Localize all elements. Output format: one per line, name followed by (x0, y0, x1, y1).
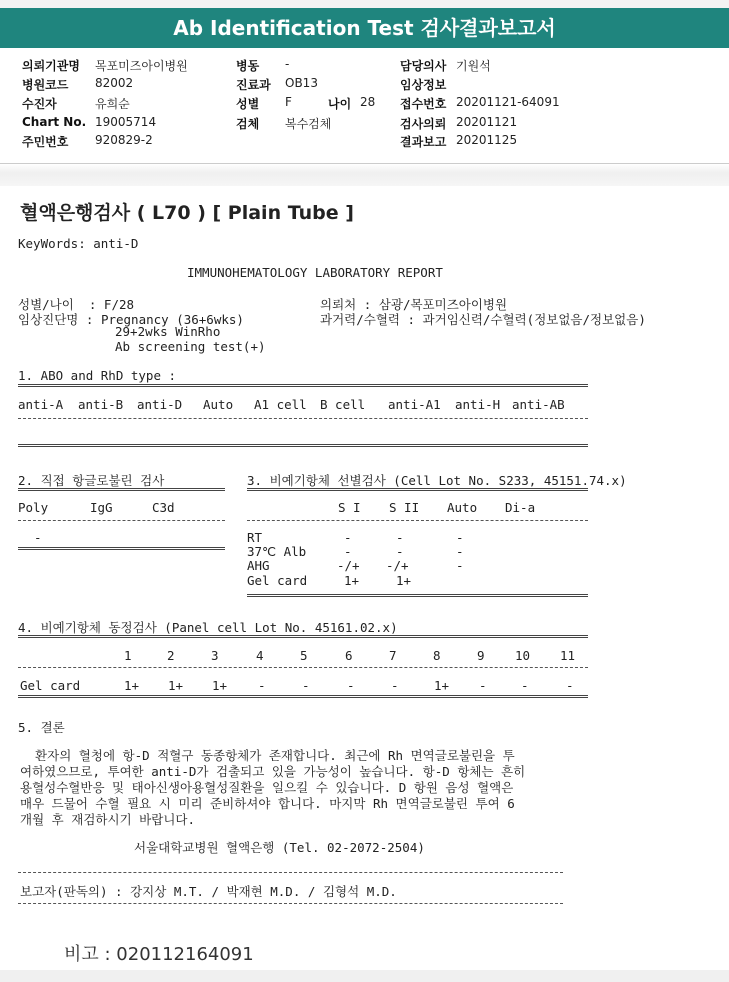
institution-value: 목포미즈아이병원 (95, 59, 188, 73)
diagnosis-line-2: 29+2wks WinRho (115, 324, 221, 339)
history-line: 과거력/수혈력 : 과거임신력/수혈력(정보없음/정보없음) (320, 312, 646, 327)
sec1-col: anti-AB (512, 397, 565, 412)
dept-label: 진료과 (236, 78, 271, 92)
hospital-code-label: 병원코드 (22, 78, 69, 92)
sec4-col: 2 (167, 648, 175, 663)
sec1-title: 1. ABO and RhD type : (18, 368, 177, 383)
sec3-cell: - (456, 544, 464, 559)
sec4-col: 7 (389, 648, 397, 663)
sec3-rule-mid (247, 520, 588, 521)
sec4-cell: 1+ (124, 678, 140, 693)
sec2-col: C3d (152, 500, 175, 515)
bottom-strip (0, 970, 729, 982)
sec3-rule-top (247, 488, 588, 491)
sec3-cell: - (456, 558, 464, 573)
sec4-row-label: Gel card (20, 678, 81, 693)
sec2-title: 2. 직접 항글로불린 검사 (18, 473, 165, 488)
sec2-rule-top (18, 488, 225, 491)
sec3-col: S I (338, 500, 361, 515)
request-value: 20201121 (456, 115, 518, 129)
report-section-title: 혈액은행검사 ( L70 ) [ Plain Tube ] (20, 202, 354, 224)
sec4-cell: - (479, 678, 487, 693)
sec3-cell: -/+ (386, 558, 409, 573)
lab-report-subtitle: IMMUNOHEMATOLOGY LABORATORY REPORT (187, 265, 443, 280)
sec1-rule-mid (18, 418, 588, 419)
sec4-cell: - (391, 678, 399, 693)
sec4-cell: - (521, 678, 529, 693)
conclusion-line: 여하였으므로, 투여한 anti-D가 검출되고 있을 가능성이 높습니다. 항-D 항체는 흔히 (20, 764, 526, 779)
remark: 비고 : 020112164091 (64, 944, 254, 965)
sec4-col: 11 (560, 648, 576, 663)
sec2-col: Poly (18, 500, 49, 515)
chart-value: 19005714 (95, 115, 157, 129)
sec4-rule-bottom (18, 695, 588, 698)
receipt-value: 20201121-64091 (456, 95, 560, 109)
sec4-col: 9 (477, 648, 485, 663)
sec4-col: 5 (300, 648, 308, 663)
referrer-line: 의뢰처 : 삼광/목포미즈아이병원 (320, 297, 508, 312)
sec3-title: 3. 비예기항체 선별검사 (Cell Lot No. S233, 45151.74.x) (247, 473, 627, 488)
sec1-col: anti-B (78, 397, 124, 412)
sec2-rule-mid (18, 520, 225, 521)
receipt-label: 접수번호 (400, 97, 447, 111)
sec1-col: anti-D (137, 397, 183, 412)
hospital-contact: 서울대학교병원 혈액은행 (Tel. 02-2072-2504) (134, 840, 425, 855)
ward-label: 병동 (236, 59, 260, 73)
id-value: 920829-2 (95, 133, 153, 147)
age-value: 28 (360, 95, 376, 109)
conclusion-line: 용혈성수혈반응 및 태아신생아용혈성질환을 일으킬 수 있습니다. D 항원 음성 혈액은 (20, 780, 514, 795)
doctor-value: 기원석 (456, 59, 491, 73)
specimen-value: 복수검체 (285, 117, 332, 131)
sex-value: F (285, 95, 292, 109)
conclusion-line: 환자의 혈청에 항-D 적혈구 동종항체가 존재합니다. 최근에 Rh 면역글로불린을 투 (20, 748, 515, 763)
sec1-col: anti-A1 (388, 397, 441, 412)
sec4-cell: - (566, 678, 574, 693)
sec3-cell: 1+ (396, 573, 412, 588)
sex-age-line: 성별/나이 : F/28 (18, 297, 135, 312)
sec4-rule-mid (18, 667, 588, 668)
sec4-col: 8 (433, 648, 441, 663)
sec3-row-label: RT (247, 530, 263, 545)
reporters: 보고자(판독의) : 강지상 M.T. / 박재현 M.D. / 김형석 M.D. (20, 884, 397, 899)
conclusion-line: 개월 후 재검하시기 바랍니다. (20, 812, 196, 827)
doctor-label: 담당의사 (400, 59, 447, 73)
ward-value: - (285, 57, 290, 71)
report-title-banner: Ab Identification Test 검사결과보고서 (0, 8, 729, 48)
sec5-title: 5. 결론 (18, 720, 65, 735)
keywords: KeyWords: anti-D (18, 236, 139, 251)
chart-label: Chart No. (22, 115, 87, 129)
sec4-col: 3 (211, 648, 219, 663)
conclusion-line: 매우 드물어 수혈 필요 시 미리 준비하셔야 합니다. 마지막 Rh 면역글로불린 투여 6 (20, 796, 515, 811)
sec3-cell: - (456, 530, 464, 545)
sec2-col: IgG (90, 500, 113, 515)
sec4-col: 1 (124, 648, 132, 663)
institution-label: 의뢰기관명 (22, 59, 80, 73)
top-strip (0, 0, 729, 8)
specimen-label: 검체 (236, 117, 260, 131)
sec4-cell: - (302, 678, 310, 693)
sec3-cell: - (396, 530, 404, 545)
sec4-cell: - (258, 678, 266, 693)
sec4-col: 4 (256, 648, 264, 663)
sec3-col: Di-a (505, 500, 536, 515)
sec3-col: Auto (447, 500, 478, 515)
patient-value: 유희순 (95, 97, 130, 111)
request-label: 검사의뢰 (400, 117, 447, 131)
id-label: 주민번호 (22, 135, 69, 149)
sec3-cell: 1+ (344, 573, 360, 588)
sec1-col: A1 cell (254, 397, 307, 412)
sec1-col: B cell (320, 397, 366, 412)
sec1-rule-top (18, 384, 588, 387)
sec4-cell: 1+ (212, 678, 228, 693)
sec3-rule-bottom (247, 594, 588, 597)
sec4-cell: - (347, 678, 355, 693)
sec4-cell: 1+ (168, 678, 184, 693)
sex-label: 성별 (236, 97, 260, 111)
sec4-title: 4. 비예기항체 동정검사 (Panel cell Lot No. 45161.02.x) (18, 620, 398, 635)
clinical-label: 임상정보 (400, 78, 447, 92)
section-divider-band (0, 163, 729, 186)
sec3-col: S II (389, 500, 420, 515)
dept-value: OB13 (285, 76, 318, 90)
diagnosis-line: 임상진단명 : Pregnancy (36+6wks) (18, 312, 244, 327)
sec3-row-label: Gel card (247, 573, 308, 588)
sec3-cell: - (344, 544, 352, 559)
sec1-rule-bottom (18, 444, 588, 447)
reporter-rule-top (18, 872, 563, 873)
sec4-col: 6 (345, 648, 353, 663)
sec3-cell: -/+ (337, 558, 360, 573)
sec4-rule-top (18, 635, 588, 638)
diagnosis-line-3: Ab screening test(+) (115, 339, 266, 354)
sec4-cell: 1+ (434, 678, 450, 693)
reporter-rule-bottom (18, 903, 563, 904)
sec2-value: - (34, 530, 42, 545)
age-label: 나이 (328, 97, 352, 111)
sec3-row-label: AHG (247, 558, 270, 573)
sec4-col: 10 (515, 648, 531, 663)
report-date-value: 20201125 (456, 133, 518, 147)
sec3-cell: - (396, 544, 404, 559)
sec3-row-label: 37℃ Alb (247, 544, 307, 559)
sec3-cell: - (344, 530, 352, 545)
hospital-code-value: 82002 (95, 76, 134, 90)
sec1-col: anti-H (455, 397, 501, 412)
report-date-label: 결과보고 (400, 135, 447, 149)
patient-label: 수진자 (22, 97, 57, 111)
sec2-rule-bottom (18, 547, 225, 550)
sec1-col: Auto (203, 397, 234, 412)
sec1-col: anti-A (18, 397, 64, 412)
